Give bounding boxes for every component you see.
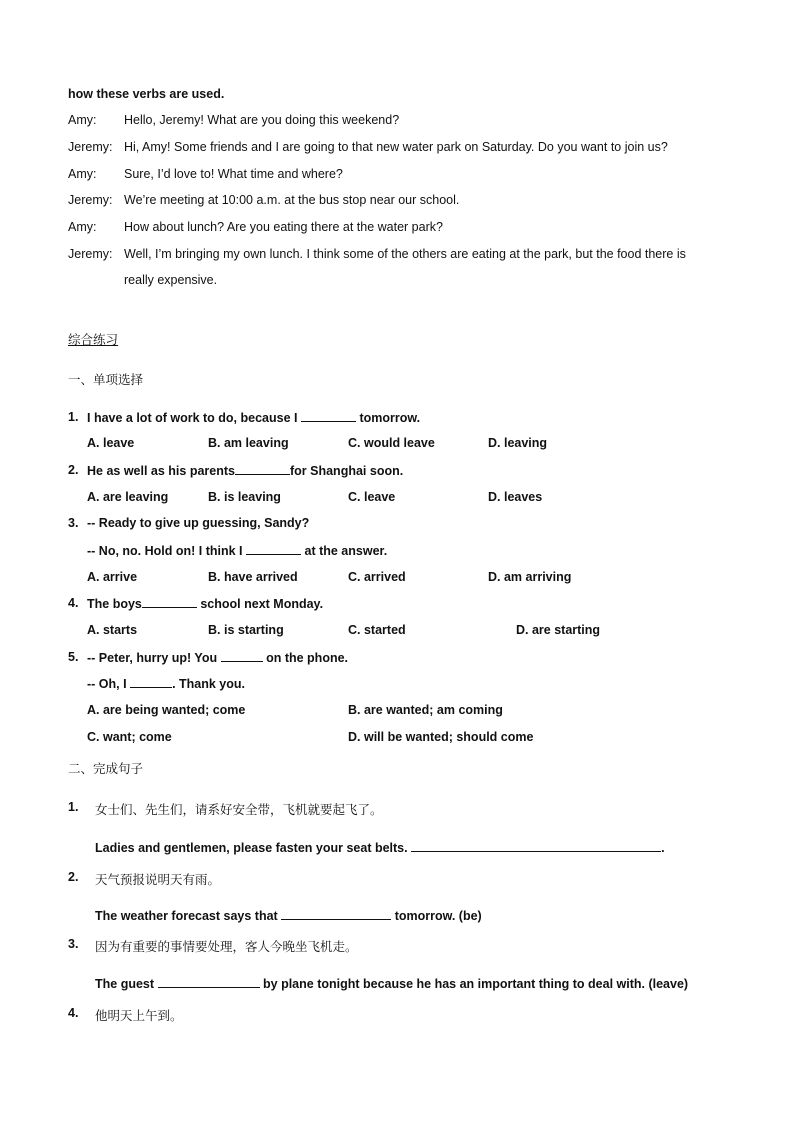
option[interactable]: D. will be wanted; should come	[348, 730, 534, 744]
question-number: 4.	[68, 596, 79, 610]
question-stem: -- No, no. Hold on! I think I at the answer.	[87, 544, 388, 558]
option[interactable]: C. want; come	[87, 730, 172, 744]
option[interactable]: A. are being wanted; come	[87, 703, 246, 717]
answer-blank[interactable]	[158, 976, 260, 988]
item-number: 2.	[68, 870, 79, 884]
dialogue-line: We’re meeting at 10:00 a.m. at the bus stop near our school.	[124, 193, 460, 207]
item-chinese: 他明天上午到。	[95, 1009, 183, 1023]
option[interactable]: C. started	[348, 623, 406, 637]
dialogue-line-cont: really expensive.	[124, 273, 218, 287]
question-stem: -- Peter, hurry up! You on the phone.	[87, 651, 349, 665]
dialogue-speaker: Amy:	[68, 167, 97, 181]
option[interactable]: B. is leaving	[208, 490, 281, 504]
option[interactable]: C. leave	[348, 490, 396, 504]
item-number: 3.	[68, 937, 79, 951]
dialogue-line: Well, I’m bringing my own lunch. I think some of the others are eating at the park, but the food there is	[124, 247, 686, 261]
item-chinese: 因为有重要的事情要处理，客人今晚坐飞机走。	[95, 940, 358, 954]
item-number: 1.	[68, 800, 79, 814]
answer-blank[interactable]	[411, 840, 661, 852]
answer-blank[interactable]	[130, 676, 172, 688]
question-stem: -- Oh, I . Thank you.	[87, 677, 245, 691]
option[interactable]: D. are starting	[516, 623, 601, 637]
question-stem: He as well as his parents for Shanghai soon.	[87, 464, 404, 478]
option[interactable]: C. would leave	[348, 436, 435, 450]
option[interactable]: B. are wanted; am coming	[348, 703, 503, 717]
dialogue-speaker: Amy:	[68, 220, 97, 234]
option[interactable]: A. arrive	[87, 570, 138, 584]
dialogue-speaker: Jeremy:	[68, 193, 113, 207]
part1-title: 一、单项选择	[68, 373, 144, 387]
question-stem: I have a lot of work to do, because I tomorrow.	[87, 411, 421, 425]
section-title: 综合练习	[68, 333, 119, 347]
option[interactable]: D. am arriving	[488, 570, 572, 584]
question-number: 5.	[68, 650, 79, 664]
dialogue-line: Hi, Amy! Some friends and I are going to that new water park on Saturday. Do you want to join us?	[124, 140, 668, 154]
option[interactable]: C. arrived	[348, 570, 406, 584]
answer-blank[interactable]	[281, 908, 391, 920]
answer-blank[interactable]	[235, 463, 290, 475]
item-english: The weather forecast says that tomorrow. (be)	[95, 909, 482, 923]
dialogue-speaker: Amy:	[68, 113, 97, 127]
part2-title: 二、完成句子	[68, 762, 144, 776]
item-english: Ladies and gentlemen, please fasten your seat belts. .	[95, 841, 665, 855]
item-number: 4.	[68, 1006, 79, 1020]
option[interactable]: D. leaving	[488, 436, 548, 450]
option[interactable]: B. have arrived	[208, 570, 298, 584]
answer-blank[interactable]	[301, 410, 356, 422]
dialogue-speaker: Jeremy:	[68, 247, 113, 261]
question-number: 3.	[68, 516, 79, 530]
option[interactable]: A. are leaving	[87, 490, 169, 504]
answer-blank[interactable]	[246, 543, 301, 555]
dialogue-line: Hello, Jeremy! What are you doing this weekend?	[124, 113, 400, 127]
dialogue-speaker: Jeremy:	[68, 140, 113, 154]
answer-blank[interactable]	[221, 650, 263, 662]
question-line: -- Ready to give up guessing, Sandy?	[87, 516, 310, 530]
item-english: The guest by plane tonight because he has an important thing to deal with. (leave)	[95, 977, 689, 991]
dialogue-line: Sure, I’d love to! What time and where?	[124, 167, 343, 181]
option[interactable]: A. starts	[87, 623, 138, 637]
question-number: 1.	[68, 410, 79, 424]
option[interactable]: A. leave	[87, 436, 135, 450]
option[interactable]: D. leaves	[488, 490, 543, 504]
question-stem: The boys school next Monday.	[87, 597, 324, 611]
question-number: 2.	[68, 463, 79, 477]
intro-text: how these verbs are used.	[68, 87, 225, 101]
option[interactable]: B. am leaving	[208, 436, 289, 450]
option[interactable]: B. is starting	[208, 623, 284, 637]
dialogue-line: How about lunch? Are you eating there at the water park?	[124, 220, 443, 234]
answer-blank[interactable]	[142, 596, 197, 608]
item-chinese: 天气预报说明天有雨。	[95, 873, 221, 887]
item-chinese: 女士们、先生们，请系好安全带，飞机就要起飞了。	[95, 803, 383, 817]
